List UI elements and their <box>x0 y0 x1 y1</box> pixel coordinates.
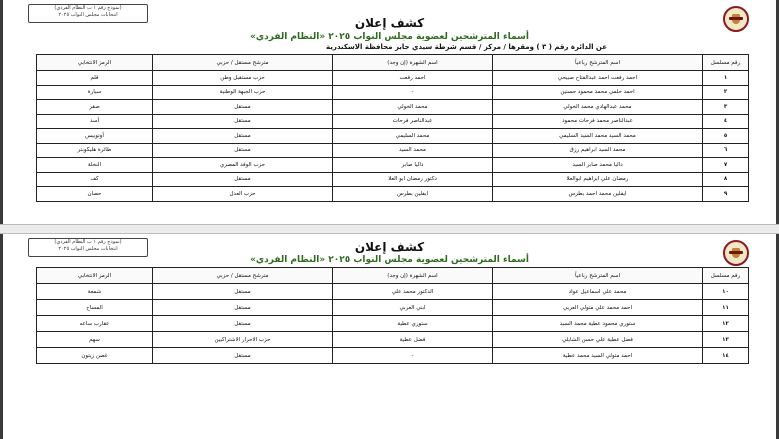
cell-nick: عبدالناصر فرحات <box>333 114 493 129</box>
cell-num: ١٢ <box>703 316 749 332</box>
cell-num: ١٤ <box>703 348 749 364</box>
cell-name: ايفلين محمد احمد بطرس <box>493 187 703 202</box>
cell-name: احمد رفعت احمد عبدالفتاح صبيحي <box>493 71 703 86</box>
cell-symbol: حصان <box>37 187 153 202</box>
cell-num: ٩ <box>703 187 749 202</box>
cell-party: مستقل <box>153 316 333 332</box>
cell-symbol: أوتوبيس <box>37 129 153 144</box>
cell-num: ٥ <box>703 129 749 144</box>
cell-nick: - <box>333 348 493 364</box>
header-party: مترشح مستقل / حزبي <box>153 268 333 284</box>
cell-name: رمضان علي ابراهيم ابوالعلا <box>493 172 703 187</box>
cell-num: ١ <box>703 71 749 86</box>
table-row <box>37 348 749 364</box>
cell-num: ١١ <box>703 300 749 316</box>
cell-num: ٧ <box>703 158 749 173</box>
cell-nick: الدكتور محمد علي <box>333 284 493 300</box>
cell-party: مستقل <box>153 114 333 129</box>
cell-symbol: طائرة هليكوبتر <box>37 143 153 158</box>
cell-party: حزب مستقبل وطن <box>153 71 333 86</box>
cell-party: حزب الوفد المصري <box>153 158 333 173</box>
page-title: كشف إعلان <box>354 16 425 30</box>
cell-num: ٨ <box>703 172 749 187</box>
stamp-line-2: انتخابات مجلس النواب ٢٠٢٥ <box>58 246 118 252</box>
page-divider <box>0 224 779 234</box>
stamp-line-1: (نموذج رقم ١ ب النظام الفردي) <box>54 5 122 11</box>
table-row <box>37 316 749 332</box>
cell-name: محمد السيد ابراهيم رزق <box>493 143 703 158</box>
header-party: مترشح مستقل / حزبي <box>153 55 333 71</box>
stamp-line-1: (نموذج رقم ١ ب النظام الفردي) <box>54 239 122 245</box>
header-num: رقم مسلسل <box>703 268 749 284</box>
cell-party: مستقل <box>153 348 333 364</box>
cell-party: مستقل <box>153 100 333 115</box>
cell-nick: احمد رفعت <box>333 71 493 86</box>
cell-nick: ابني العربي <box>333 300 493 316</box>
district-line: عن الدائرة رقم ( ٣ ) ومقرها / مركز / قسم شرطة سيدي جابر محافظة الاسكندرية <box>326 43 607 51</box>
cell-nick: ايفلين بطرس <box>333 187 493 202</box>
cell-num: ٤ <box>703 114 749 129</box>
cell-nick: دكتور رمضان ابو العلا <box>333 172 493 187</box>
cell-symbol: سيارة <box>37 85 153 100</box>
cell-name: فضل عطية علي حسن الشايلي <box>493 332 703 348</box>
cell-symbol: سهم <box>37 332 153 348</box>
cell-symbol: صقر <box>37 100 153 115</box>
header-name: اسم المترشح رباعياً <box>493 268 703 284</box>
header-symbol: الرمز الانتخابي <box>37 55 153 71</box>
cell-symbol: عقارب ساعه <box>37 316 153 332</box>
cell-name: احمد حلمي محمد محمود حسنين <box>493 85 703 100</box>
document-page-1 <box>22 2 757 220</box>
cell-symbol: النخلة <box>37 158 153 173</box>
cell-party: مستقل <box>153 129 333 144</box>
header-nick: اسم الشهرة (إن وجد) <box>333 55 493 71</box>
table-row <box>37 143 749 158</box>
cell-name: احمد متولي السيد محمد عطية <box>493 348 703 364</box>
cell-name: محمد السيد محمد السيد السليمي <box>493 129 703 144</box>
cell-name: ستوري محمود عطية محمد السيد <box>493 316 703 332</box>
cell-nick: - <box>333 85 493 100</box>
cell-num: ٢ <box>703 85 749 100</box>
cell-party: مستقل <box>153 172 333 187</box>
cell-nick: داليا صابر <box>333 158 493 173</box>
table-row <box>37 100 749 115</box>
cell-num: ١٣ <box>703 332 749 348</box>
cell-symbol: كف <box>37 172 153 187</box>
cell-party: مستقل <box>153 300 333 316</box>
header-nick: اسم الشهرة (إن وجد) <box>333 268 493 284</box>
left-edge-bar <box>0 0 3 439</box>
table-header-row <box>37 55 749 71</box>
cell-name: محمد علي اسماعيل عواد <box>493 284 703 300</box>
stamp-line-2: انتخابات مجلس النواب ٢٠٢٥ <box>58 12 118 18</box>
table-row <box>37 114 749 129</box>
table-row <box>37 85 749 100</box>
page-subtitle: أسماء المترشحين لعضوية مجلس النواب ٢٠٢٥ «النظام الفردي» <box>250 255 529 265</box>
cell-name: احمد محمد علي متولي العربي <box>493 300 703 316</box>
table-row <box>37 172 749 187</box>
table-row <box>37 187 749 202</box>
header-name: اسم المترشح رباعياً <box>493 55 703 71</box>
cell-symbol: أسد <box>37 114 153 129</box>
cell-party: مستقل <box>153 143 333 158</box>
cell-name: محمد عبدالهادي محمد الخولي <box>493 100 703 115</box>
table-header-row <box>37 268 749 284</box>
cell-nick: فضل عطية <box>333 332 493 348</box>
cell-nick: محمد السليمي <box>333 129 493 144</box>
candidates-table <box>36 54 749 202</box>
table-row <box>37 300 749 316</box>
cell-symbol: قلم <box>37 71 153 86</box>
cell-party: حزب الجبهة الوطنية <box>153 85 333 100</box>
table-row <box>37 332 749 348</box>
header-symbol: الرمز الانتخابي <box>37 268 153 284</box>
table-row <box>37 158 749 173</box>
table-row <box>37 129 749 144</box>
candidates-table <box>36 267 749 364</box>
table-row <box>37 71 749 86</box>
cell-num: ١٠ <box>703 284 749 300</box>
cell-num: ٦ <box>703 143 749 158</box>
cell-symbol: المساح <box>37 300 153 316</box>
page-subtitle: أسماء المترشحين لعضوية مجلس النواب ٢٠٢٥ «النظام الفردي» <box>250 32 529 42</box>
cell-name: داليا محمد صابر السيد <box>493 158 703 173</box>
cell-nick: محمد السيد <box>333 143 493 158</box>
cell-name: عبدالناصر محمد فرحات محمود <box>493 114 703 129</box>
cell-num: ٣ <box>703 100 749 115</box>
cell-party: مستقل <box>153 284 333 300</box>
cell-symbol: شمعة <box>37 284 153 300</box>
table-row <box>37 284 749 300</box>
cell-symbol: غصن زيتون <box>37 348 153 364</box>
cell-party: حزب العدل <box>153 187 333 202</box>
cell-nick: ستوري عطية <box>333 316 493 332</box>
cell-nick: محمد الخولي <box>333 100 493 115</box>
header-num: رقم مسلسل <box>703 55 749 71</box>
document-page-2 <box>22 236 757 436</box>
page-title: كشف إعلان <box>354 240 425 254</box>
cell-party: حزب الاحرار الاشتراكيين <box>153 332 333 348</box>
